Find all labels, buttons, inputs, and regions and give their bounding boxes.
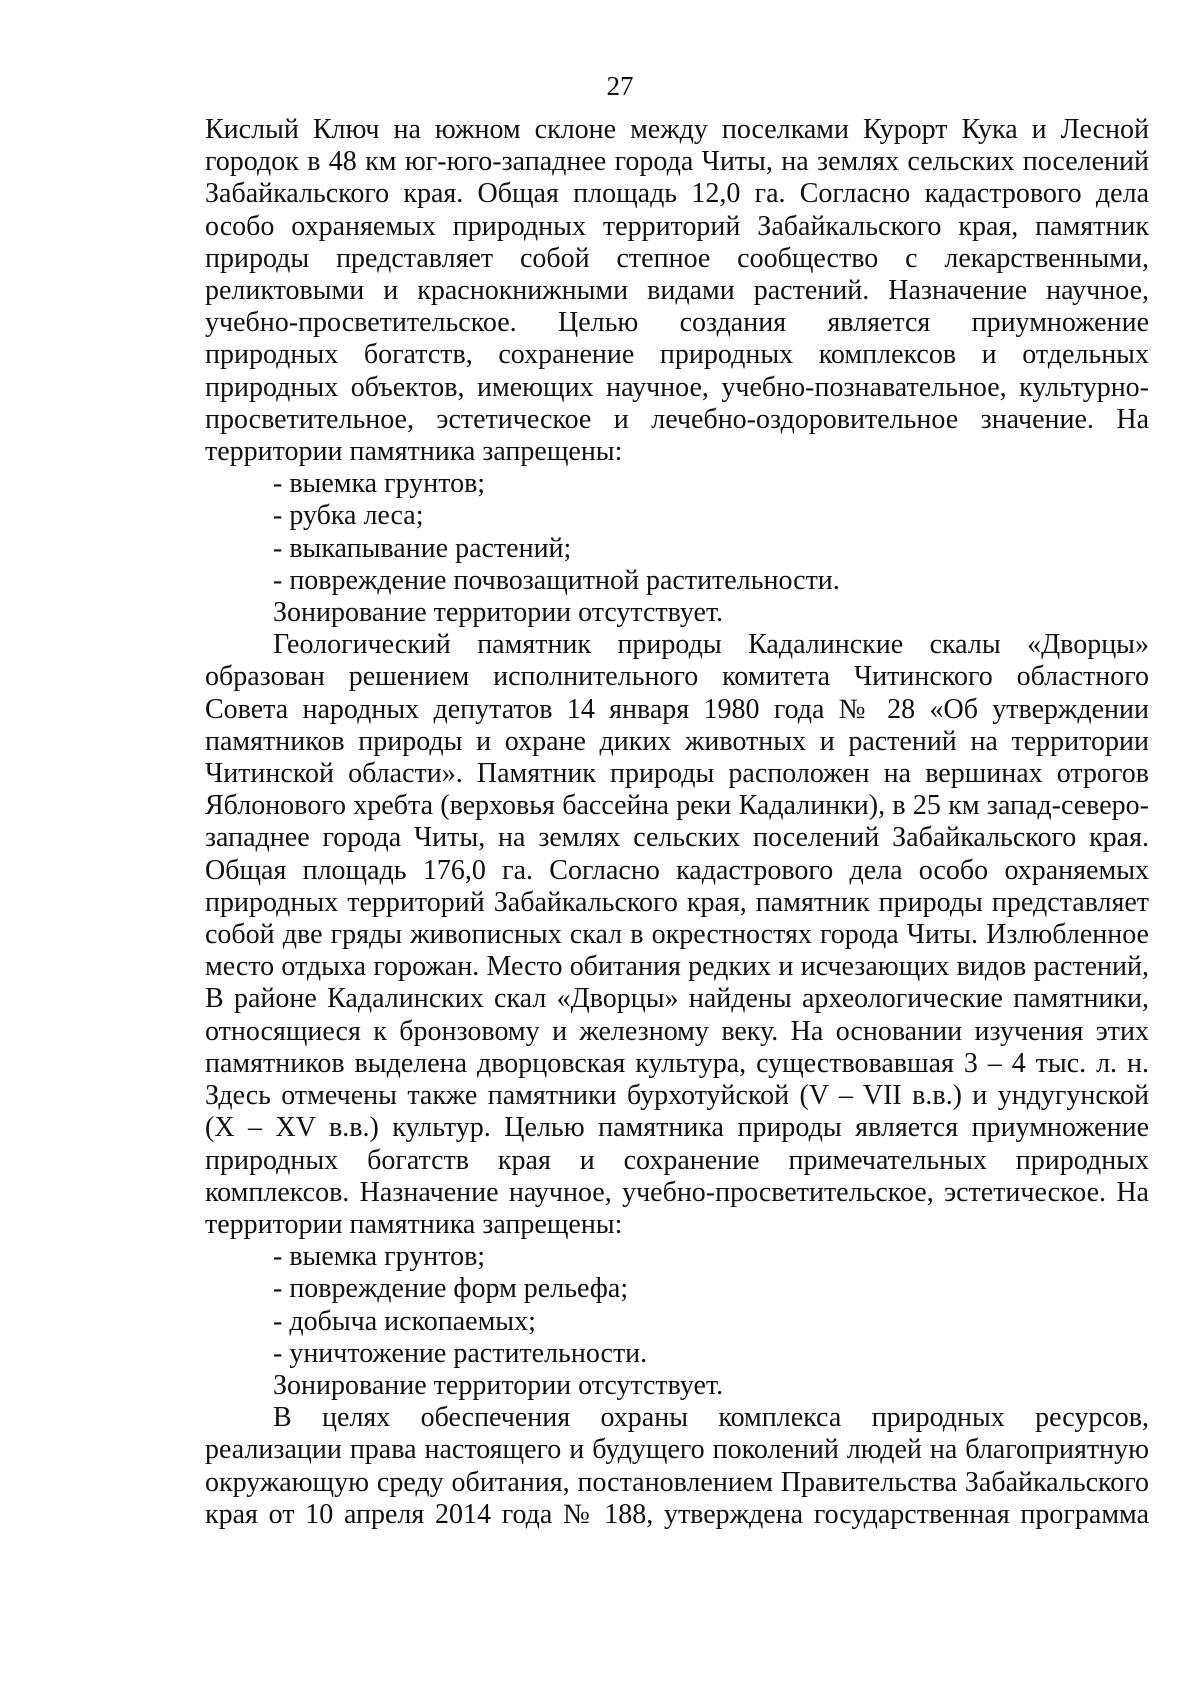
page-number: 27 (606, 71, 634, 101)
prohibitions-list-1 (205, 468, 1149, 597)
list-item: - уничтожение растительности. (273, 1337, 648, 1369)
list-item: - выемка грунтов; (273, 1241, 486, 1273)
list-item: - выемка грунтов; (273, 468, 486, 500)
zoning-note-1: Зонирование территории отсутствует. (273, 597, 724, 629)
zoning-note-2: Зонирование территории отсутствует. (273, 1369, 724, 1401)
prohibitions-list-2 (205, 1241, 1149, 1370)
paragraph-kisly-klyuch: Кислый Ключ на южном склоне между поселками Курорт Кука и Лесной городок в 48 км юг-юго-западнее города Читы, на землях сельских поселений Забайкальского края. Общая площадь 12,0 га. Согласно кадастрового дела особо охраняемых природных территорий Забайкальского края, памятник природы представляет собой степное сообщество с лекарственными, реликтовыми и краснокнижными видами растений. Назначение научное, учебно-просветительское. Целью создания является приумножение природных богатств, сохранение природных комплексов и отдельных природных объектов, имеющих научное, учебно-познавательное, культурно-просветительное, эстетическое и лечебно-оздоровительное значение. На территории памятника запрещены: (205, 114, 1149, 468)
list-item: - повреждение почвозащитной растительности. (273, 564, 840, 596)
paragraph-state-program: В целях обеспечения охраны комплекса природных ресурсов, реализации права настоящего и будущего поколений людей на благоприятную окружающую среду обитания, постановлением Правительства Забайкальского края от 10 апреля 2014 года № 188, утверждена государственная программа (205, 1402, 1149, 1530)
list-item: - выкапывание растений; (273, 532, 572, 564)
list-item: - добыча ископаемых; (273, 1305, 536, 1337)
document-body (205, 114, 1149, 1531)
list-item: - повреждение форм рельефа; (273, 1273, 629, 1305)
list-item: - рубка леса; (273, 500, 424, 532)
paragraph-kadalinskie-skaly: Геологический памятник природы Кадалинские скалы «Дворцы» образован решением исполнительного комитета Читинского областного Совета народных депутатов 14 января 1980 года № 28 «Об утверждении памятников природы и охране диких животных и растений на территории Читинской области». Памятник природы расположен на вершинах отрогов Яблонового хребта (верховья бассейна реки Кадалинки), в 25 км запад-северо-западнее города Читы, на землях сельских поселений Забайкальского края. Общая площадь 176,0 га. Согласно кадастрового дела особо охраняемых природных территорий Забайкальского края, памятник природы представляет собой две гряды живописных скал в окрестностях города Читы. Излюбленное место отдыха горожан. Место обитания редких и исчезающих видов растений, В районе Кадалинских скал «Дворцы» найдены археологические памятники, относящиеся к бронзовому и железному веку. На основании изучения этих памятников выделена дворцовская культура, существовавшая 3 – 4 тыс. л. н. Здесь отмечены также памятники бурхотуйской (V – VII в.в.) и ундугунской (X – XV в.в.) культур. Целью памятника природы является приумножение природных богатств края и сохранение примечательных природных комплексов. Назначение научное, учебно-просветительское, эстетическое. На территории памятника запрещены: (205, 629, 1149, 1240)
